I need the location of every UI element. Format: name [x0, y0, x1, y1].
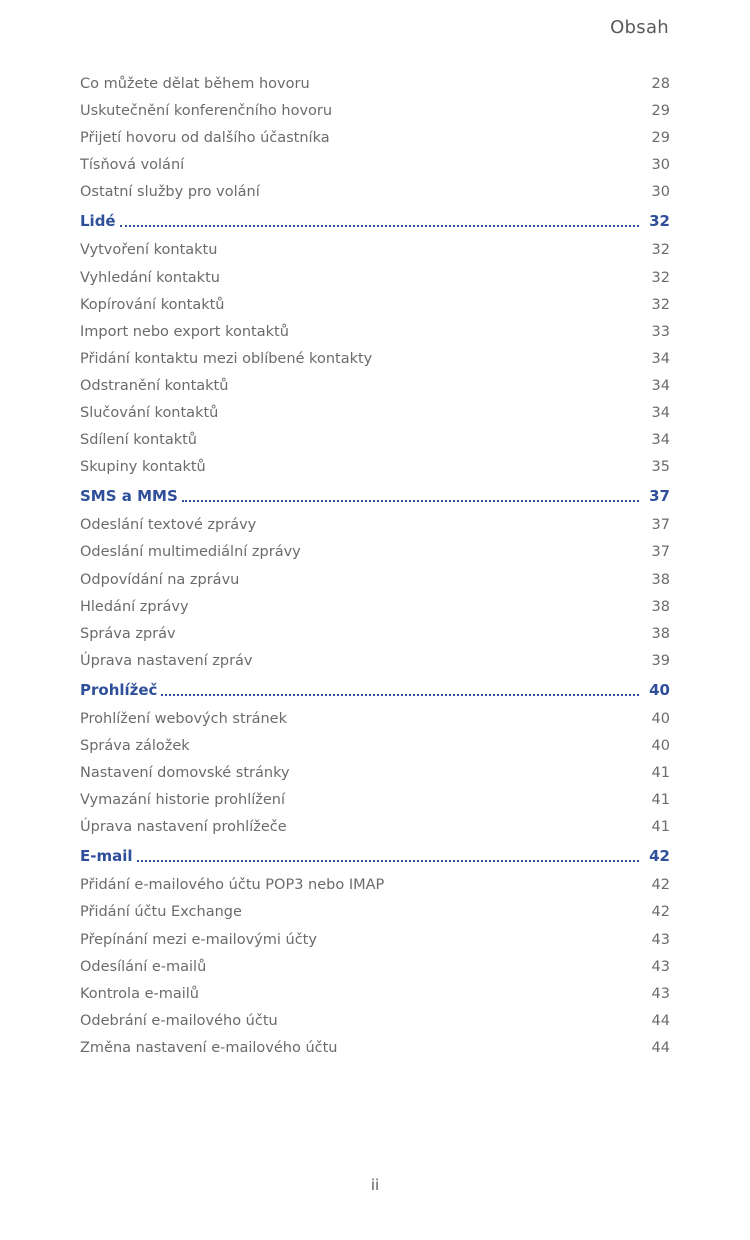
toc-chapter-row[interactable] [80, 206, 670, 236]
toc-page-number: 41 [651, 765, 670, 782]
toc-page-number: 42 [649, 847, 670, 866]
toc-entry-title: Vytvoření kontaktu [80, 242, 218, 259]
toc-page-number: 37 [649, 487, 670, 506]
toc-chapter-row[interactable] [80, 481, 670, 511]
toc-page-number: 40 [651, 710, 670, 727]
toc-page-number: 41 [651, 819, 670, 836]
toc-entry-row[interactable] [80, 787, 670, 814]
toc-entry-title: Přepínání mezi e-mailovými účty [80, 931, 317, 948]
toc-entry-row[interactable] [80, 1008, 670, 1035]
toc-entry-row[interactable] [80, 872, 670, 899]
page-header-title: Obsah [610, 17, 669, 38]
toc-chapter-row[interactable] [80, 675, 670, 705]
toc-entry-title: Odpovídání na zprávu [80, 571, 240, 588]
toc-page-number: 32 [649, 212, 670, 231]
toc-page-number: 40 [649, 680, 670, 699]
toc-page-number: 38 [651, 625, 670, 642]
toc-entry-title: Přidání účtu Exchange [80, 904, 242, 921]
toc-chapter-title: Prohlížeč [80, 680, 158, 699]
toc-page-number: 34 [651, 405, 670, 422]
toc-entry-title: Tísňová volání [80, 157, 185, 174]
toc-page-number: 34 [651, 377, 670, 394]
toc-page-number: 30 [651, 184, 670, 201]
toc-entry-title: Odstranění kontaktů [80, 377, 229, 394]
toc-page-number: 30 [651, 157, 670, 174]
toc-entry-title: Správa záložek [80, 737, 190, 754]
toc-chapter-title: Lidé [80, 212, 116, 231]
table-of-contents [80, 71, 670, 1062]
toc-entry-title: Sdílení kontaktů [80, 432, 197, 449]
toc-page-number: 44 [651, 1039, 670, 1056]
toc-entry-row[interactable] [80, 98, 670, 125]
dot-leader [161, 694, 639, 696]
toc-entry-title: Odesílání e-mailů [80, 958, 207, 975]
toc-entry-row[interactable] [80, 733, 670, 760]
toc-entry-row[interactable] [80, 567, 670, 594]
toc-entry-row[interactable] [80, 454, 670, 481]
dot-leader [137, 860, 640, 862]
toc-entry-title: Vyhledání kontaktu [80, 269, 220, 286]
toc-page-number: 38 [651, 571, 670, 588]
page-number: ii [370, 1176, 380, 1194]
toc-entry-row[interactable] [80, 152, 670, 179]
toc-entry-title: Úprava nastavení prohlížeče [80, 819, 287, 836]
toc-entry-title: Přidání e-mailového účtu POP3 nebo IMAP [80, 877, 385, 894]
toc-entry-title: Skupiny kontaktů [80, 459, 206, 476]
toc-entry-title: Nastavení domovské stránky [80, 765, 290, 782]
toc-entry-row[interactable] [80, 512, 670, 539]
toc-page-number: 37 [651, 517, 670, 534]
toc-page-number: 43 [651, 931, 670, 948]
toc-entry-title: Přijetí hovoru od dalšího účastníka [80, 130, 330, 147]
toc-entry-title: Import nebo export kontaktů [80, 323, 289, 340]
toc-entry-title: Co můžete dělat během hovoru [80, 76, 310, 92]
toc-page-number: 39 [651, 652, 670, 669]
toc-entry-row[interactable] [80, 927, 670, 954]
toc-entry-row[interactable] [80, 899, 670, 926]
toc-entry-row[interactable] [80, 179, 670, 206]
toc-entry-title: Úprava nastavení zpráv [80, 652, 253, 669]
toc-entry-row[interactable] [80, 427, 670, 454]
dot-leader [120, 225, 640, 227]
toc-entry-row[interactable] [80, 621, 670, 648]
toc-page-number: 35 [651, 459, 670, 476]
toc-page-number: 42 [651, 877, 670, 894]
toc-entry-row[interactable] [80, 125, 670, 152]
toc-page-number: 43 [651, 985, 670, 1002]
toc-page-number: 40 [651, 737, 670, 754]
toc-entry-title: Odeslání multimediální zprávy [80, 544, 301, 561]
toc-entry-title: Kopírování kontaktů [80, 296, 225, 313]
toc-page-number: 41 [651, 792, 670, 809]
toc-entry-row[interactable] [80, 648, 670, 675]
toc-page-number: 33 [651, 323, 670, 340]
toc-entry-row[interactable] [80, 814, 670, 841]
dot-leader [182, 500, 639, 502]
toc-chapter-row[interactable] [80, 841, 670, 871]
toc-page-number: 44 [651, 1012, 670, 1029]
toc-page-number: 38 [651, 598, 670, 615]
toc-page-number: 28 [651, 76, 670, 92]
toc-entry-row[interactable] [80, 1035, 670, 1062]
toc-entry-title: Odebrání e-mailového účtu [80, 1012, 278, 1029]
toc-entry-title: Vymazání historie prohlížení [80, 792, 286, 809]
toc-entry-row[interactable] [80, 346, 670, 373]
toc-entry-row[interactable] [80, 71, 670, 98]
toc-page-number: 34 [651, 432, 670, 449]
toc-chapter-title: E-mail [80, 847, 133, 866]
toc-page-number: 34 [651, 350, 670, 367]
toc-entry-title: Hledání zprávy [80, 598, 189, 615]
toc-entry-title: Změna nastavení e-mailového účtu [80, 1039, 338, 1056]
toc-page-number: 42 [651, 904, 670, 921]
toc-page-number: 37 [651, 544, 670, 561]
toc-entry-row[interactable] [80, 400, 670, 427]
toc-entry-title: Správa zpráv [80, 625, 176, 642]
toc-entry-row[interactable] [80, 319, 670, 346]
toc-page-number: 32 [651, 242, 670, 259]
toc-chapter-title: SMS a MMS [80, 487, 178, 506]
toc-entry-row[interactable] [80, 373, 670, 400]
toc-entry-row[interactable] [80, 760, 670, 787]
toc-page-number: 32 [651, 269, 670, 286]
toc-entry-title: Uskutečnění konferenčního hovoru [80, 103, 333, 120]
toc-entry-row[interactable] [80, 265, 670, 292]
toc-entry-row[interactable] [80, 954, 670, 981]
toc-entry-title: Kontrola e-mailů [80, 985, 199, 1002]
toc-entry-title: Přidání kontaktu mezi oblíbené kontakty [80, 350, 373, 367]
toc-entry-row[interactable] [80, 594, 670, 621]
toc-entry-title: Slučování kontaktů [80, 405, 219, 422]
toc-entry-title: Prohlížení webových stránek [80, 710, 287, 727]
toc-entry-title: Odeslání textové zprávy [80, 517, 257, 534]
toc-entry-row[interactable] [80, 237, 670, 264]
toc-page-number: 29 [651, 130, 670, 147]
toc-entry-row[interactable] [80, 292, 670, 319]
toc-entry-row[interactable] [80, 981, 670, 1008]
toc-entry-row[interactable] [80, 706, 670, 733]
toc-page-number: 43 [651, 958, 670, 975]
toc-entry-title: Ostatní služby pro volání [80, 184, 260, 201]
toc-page-number: 32 [651, 296, 670, 313]
toc-entry-row[interactable] [80, 539, 670, 566]
toc-page-number: 29 [651, 103, 670, 120]
